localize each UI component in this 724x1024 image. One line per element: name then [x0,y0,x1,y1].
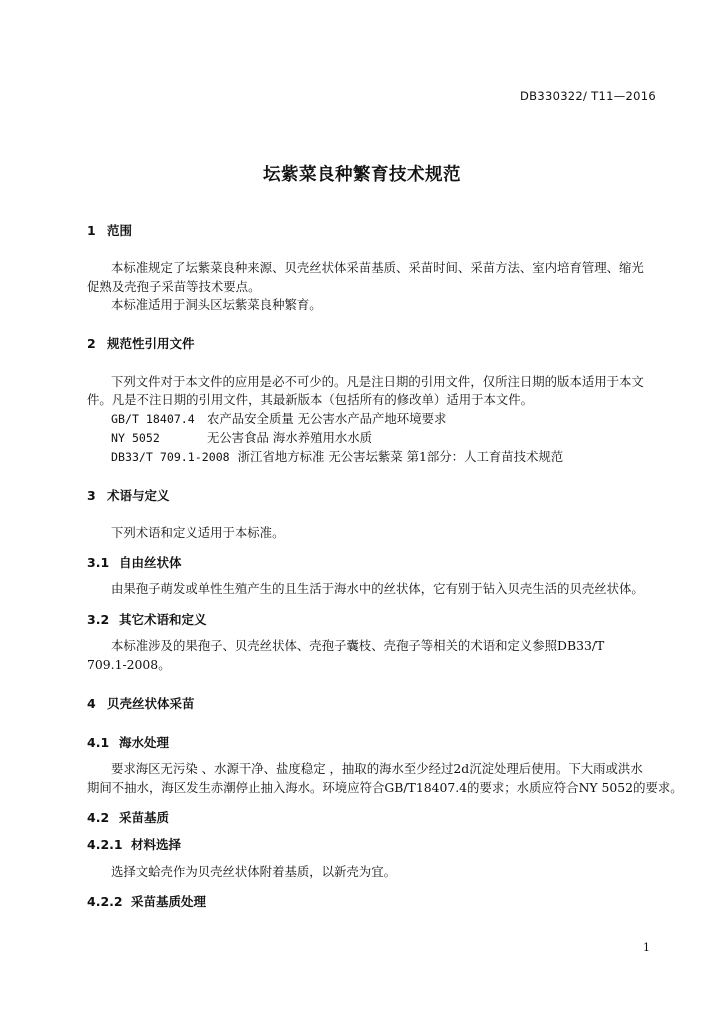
paragraph-line: 下列术语和定义适用于本标准。 [111,525,285,540]
reference-code: NY 5052 [111,431,160,445]
section-number: 3 [87,488,96,503]
subsection-4-2-2-heading [87,892,206,910]
document-title: 坛紫菜良种繁育技术规范 [263,165,461,185]
section-number: 4 [87,696,96,711]
paragraph-line: 本标准规定了坛紫菜良种来源、贝壳丝状体采苗基质、采苗时间、采苗方法、室内培育管理、缩光 [111,260,644,275]
reference-title: 农产品安全质量 无公害水产品产地环境要求 [207,411,447,426]
reference-title: 无公害食品 海水养殖用水水质 [207,430,373,445]
section-number: 3.1 [87,555,110,570]
paragraph-line: 件。凡是不注日期的引用文件，其最新版本（包括所有的修改单）适用于本文件。 [87,392,534,407]
section-title: 自由丝状体 [119,555,182,570]
section-title: 规范性引用文件 [107,336,195,351]
paragraph-line: 期间不抽水，海区发生赤潮停止抽入海水。环境应符合GB/T18407.4的要求；水质应符合NY 5052的要求。 [87,780,683,795]
section-number: 4.2 [87,810,110,825]
subsection-4-2-1-heading [87,835,181,853]
section-title: 海水处理 [119,735,170,750]
section-number: 4.1 [87,735,110,750]
reference-item [111,409,446,427]
page-number: 1 [643,941,650,954]
section-number: 4.2.2 [87,894,123,909]
subsection-4-2-heading [87,808,169,826]
paragraph-line: 下列文件对于本文件的应用是必不可少的。凡是注日期的引用文件，仅所注日期的版本适用于本文 [111,374,644,389]
paragraph-line: 促熟及壳孢子采苗等技术要点。 [87,279,261,294]
paragraph-line: 由果孢子萌发或单性生殖产生的且生活于海水中的丝状体，它有别于钻入贝壳生活的贝壳丝状体。 [111,581,644,596]
subsection-3-2-heading [87,610,207,628]
section-number: 3.2 [87,612,110,627]
reference-item [111,447,563,465]
section-title: 采苗基质 [119,810,170,825]
section-3-heading [87,486,170,504]
reference-code: GB/T 18407.4 [111,412,195,426]
reference-item [111,428,372,446]
section-title: 采苗基质处理 [131,894,207,909]
section-title: 贝壳丝状体采苗 [107,696,195,711]
paragraph-line: 本标准涉及的果孢子、贝壳丝状体、壳孢子囊枝、壳孢子等相关的术语和定义参照DB33/T [111,638,605,653]
section-title: 术语与定义 [107,488,170,503]
subsection-3-1-heading [87,553,182,571]
subsection-4-1-heading [87,733,169,751]
section-number: 2 [87,336,96,351]
section-number: 1 [87,223,96,238]
section-title: 其它术语和定义 [119,612,207,627]
paragraph-line: 本标准适用于洞头区坛紫菜良种繁育。 [111,297,322,312]
paragraph-line: 选择文蛤壳作为贝壳丝状体附着基质，以新壳为宜。 [111,864,396,879]
section-1-heading [87,221,132,239]
section-2-heading [87,334,195,352]
section-number: 4.2.1 [87,837,123,852]
reference-code: DB33/T 709.1-2008 [111,450,230,464]
standard-code: DB330322/ T11—2016 [520,89,656,103]
reference-title: 浙江省地方标准 无公害坛紫菜 第1部分：人工育苗技术规范 [237,449,564,464]
section-title: 材料选择 [131,837,182,852]
paragraph-line: 要求海区无污染 、水源干净、盐度稳定 ，抽取的海水至少经过2d沉淀处理后使用。下大雨或洪水 [111,761,643,776]
section-4-heading [87,694,195,712]
paragraph-line: 709.1-2008。 [87,657,171,672]
section-title: 范围 [107,223,133,238]
